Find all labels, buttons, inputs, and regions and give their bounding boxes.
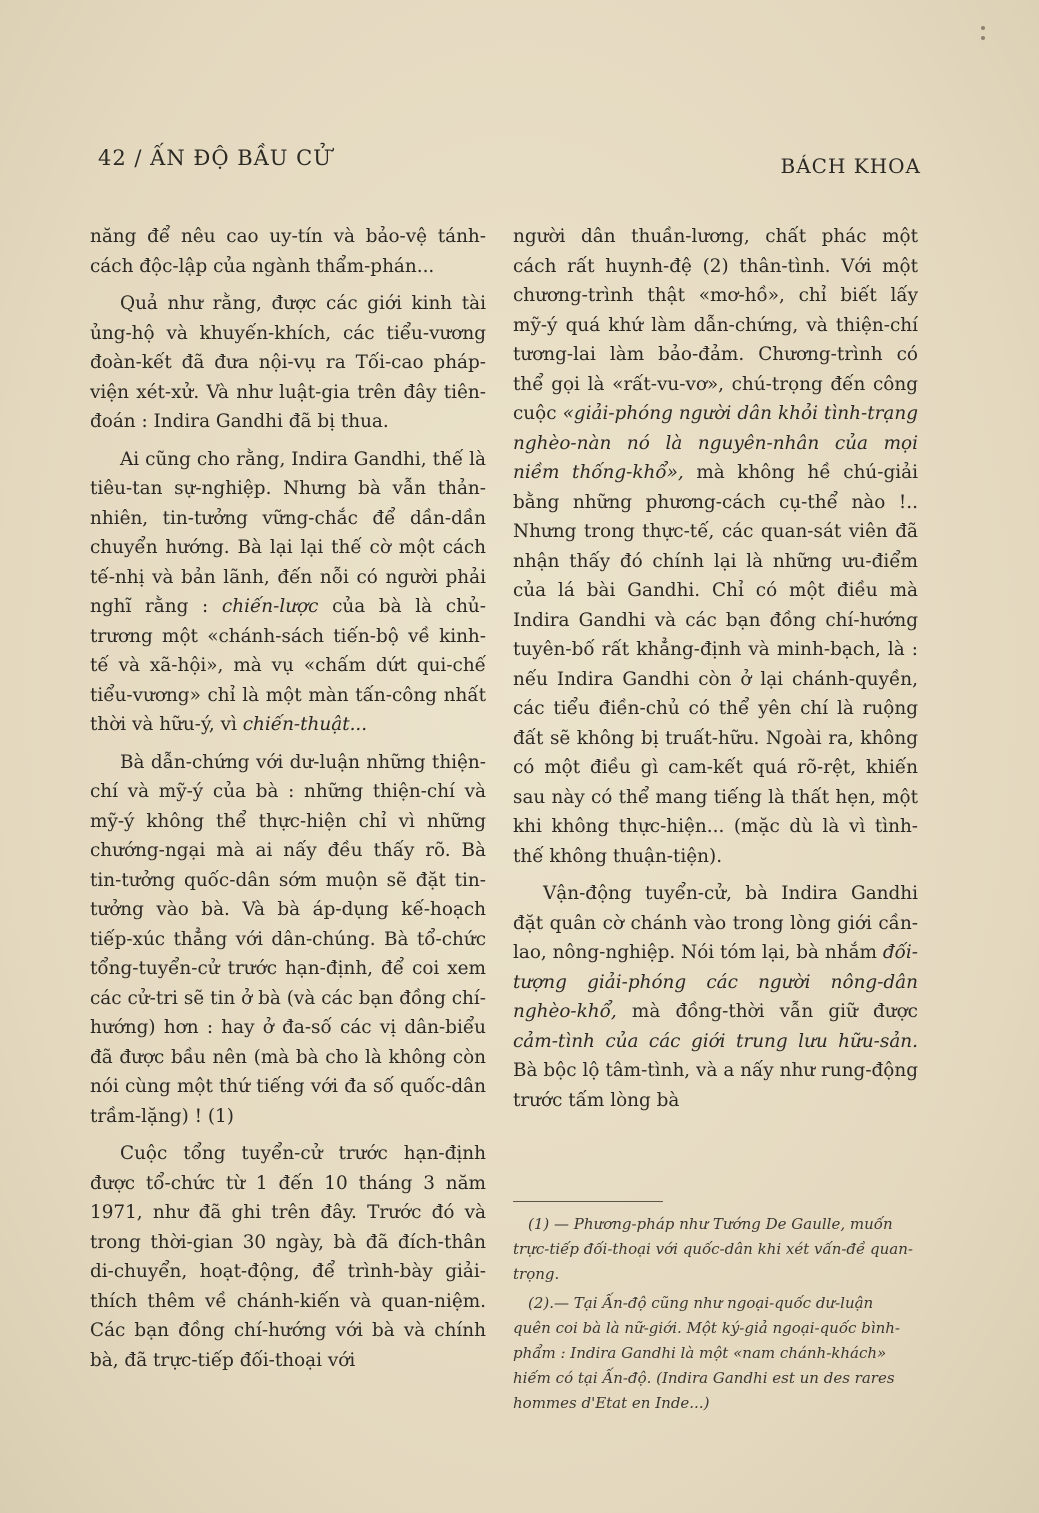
italic-text: chiến-lược (221, 596, 319, 617)
left-column (90, 222, 486, 1383)
paragraph: năng để nêu cao uy-tín và bảo-vệ tánh-cách độc-lập của ngành thẩm-phán... (90, 226, 486, 277)
italic-text: cảm-tình của các giới trung lưu hữu-sản. (513, 1030, 918, 1052)
paragraph (513, 879, 918, 1115)
paragraph: Quả như rằng, được các giới kinh tài ủng-hộ và khuyến-khích, các tiểu-vương đoàn-kết đã đưa nội-vụ ra Tối-cao pháp-viện xét-xử. Và như luật-gia trên đây tiên-đoán : Indira Gandhi đã bị thua. (90, 293, 486, 432)
header-magazine-name: BÁCH KHOA (780, 154, 921, 178)
text-run: là một màn tấn-công nhất thời và hữu-ý, vì (90, 684, 486, 735)
page-header (98, 146, 921, 186)
italic-text: chiến-thuật... (242, 714, 368, 735)
footnotes (513, 1212, 913, 1420)
footnote: (1) — Phương-pháp như Tướng De Gaulle, muốn trực-tiếp đối-thoại với quốc-dân khi xét vấn-đề quan-trọng. (513, 1215, 913, 1283)
italic-text: «giải-phóng người dân khỏi tình-trạng nghèo-nàn nó là nguyên-nhân của mọi niềm thống-khổ», (513, 403, 918, 483)
paragraph (90, 445, 486, 740)
text-run: người dân thuần-lương, chất phác một cách rất huynh-đệ (2) thân-tình. Với một chương-trình thật «mơ-hồ», chỉ biết lấy mỹ-ý quá khứ làm dẫn-chứng, và thiện-chí tương-lai làm bảo-đảm. Chương-trình có thể gọi là «rất-vu-vơ», chú-trọng đến công cuộc (513, 226, 918, 424)
text-run: Bà bộc lộ tâm-tình, và a nấy như rung-động trước tấm lòng bà (513, 1060, 918, 1111)
text-run: mà không hề chú-giải bằng những phương-cách cụ-thể nào !.. Nhưng trong thực-tế, các quan-sát viên đã nhận thấy đó chính lại là những ưu-điểm của lá bài Gandhi. Chỉ có một điều mà Indira Gandhi và các bạn đồng chí-hướng tuyên-bố rất khẳng-định và minh-bạch, là : nếu Indira Gandhi còn ở lại chánh-quyền, các tiểu điền-chủ có thể yên chí là ruộng đất sẽ không bị truất-hữu. Ngoài ra, không có một điều gì cam-kết quá rõ-rệt, khiến sau này có thể mang tiếng là thất hẹn, một khi không thực-hiện... (mặc dù là vì tình-thế không thuận-tiện). (513, 462, 918, 867)
text-run: Ai cũng cho rằng, Indira Gandhi, thế là tiêu-tan sự-nghiệp. Nhưng bà vẫn thản-nhiên, tin-tưởng vững-chắc để dần-dần chuyển hướng. Bà lại lại thế cờ một cách tế-nhị và bản lãnh, đến nỗi có người phải nghĩ rằng : (90, 448, 486, 617)
binding-dots (981, 26, 985, 56)
paragraph (513, 222, 918, 871)
text-run: của bà là chủ-trương một «chánh-sách tiến-bộ về kinh-tế và xã-hội», mà vụ «chấm dứt qui-chế tiểu-vương» chỉ (90, 596, 486, 706)
footnote: (2).— Tại Ấn-độ cũng như ngoại-quốc dư-luận quên coi bà là nữ-giới. Một ký-giả ngoại-quốc bình-phẩm : Indira Gandhi là một «nam chánh-khách» hiếm có tại Ấn-độ. (Indira Gandhi est un des rares hommes d'Etat en Inde...) (513, 1294, 900, 1412)
right-column (513, 222, 918, 1123)
text-run: Vận-động tuyển-cử, bà Indira Gandhi đặt quân cờ chánh vào trong lòng giới cần-lao, nông-nghiệp. Nói tóm lại, bà nhắm (513, 883, 918, 963)
footnote-divider (513, 1201, 663, 1202)
paragraph: Bà dẫn-chứng với dư-luận những thiện-chí và mỹ-ý của bà : những thiện-chí và mỹ-ý không thể thực-hiện chỉ vì những chướng-ngại mà ai nấy đều thấy rõ. Bà tin-tưởng quốc-dân sớm muộn sẽ đặt tin-tưởng vào bà. Và bà áp-dụng kế-hoạch tiếp-xúc thẳng với dân-chúng. Bà tổ-chức tổng-tuyển-cử trước hạn-định, để coi xem các cử-tri sẽ tin ở bà (và các bạn đồng chí-hướng) hơn : hay ở đa-số các vị dân-biểu đã được bầu nên (mà bà cho là không còn nói cùng một thứ tiếng với đa số quốc-dân trầm-lặng) ! (1) (90, 751, 486, 1127)
paragraph: Cuộc tổng tuyển-cử trước hạn-định được tổ-chức từ 1 đến 10 tháng 3 năm 1971, như đã ghi trên đây. Trước đó và trong thời-gian 30 ngày, bà đã đích-thân di-chuyển, hoạt-động, để trình-bày giải-thích thêm về chánh-kiến và quan-niệm. Các bạn đồng chí-hướng với bà và chính bà, đã trực-tiếp đối-thoại với (90, 1143, 486, 1371)
text-run: mà đồng-thời vẫn giữ được (631, 1001, 918, 1022)
header-page-title: 42 / ẤN ĐỘ BẦU CỬ (98, 146, 332, 170)
italic-text: đối-tượng giải-phóng các người nông-dân nghèo-khổ, (513, 942, 918, 1022)
